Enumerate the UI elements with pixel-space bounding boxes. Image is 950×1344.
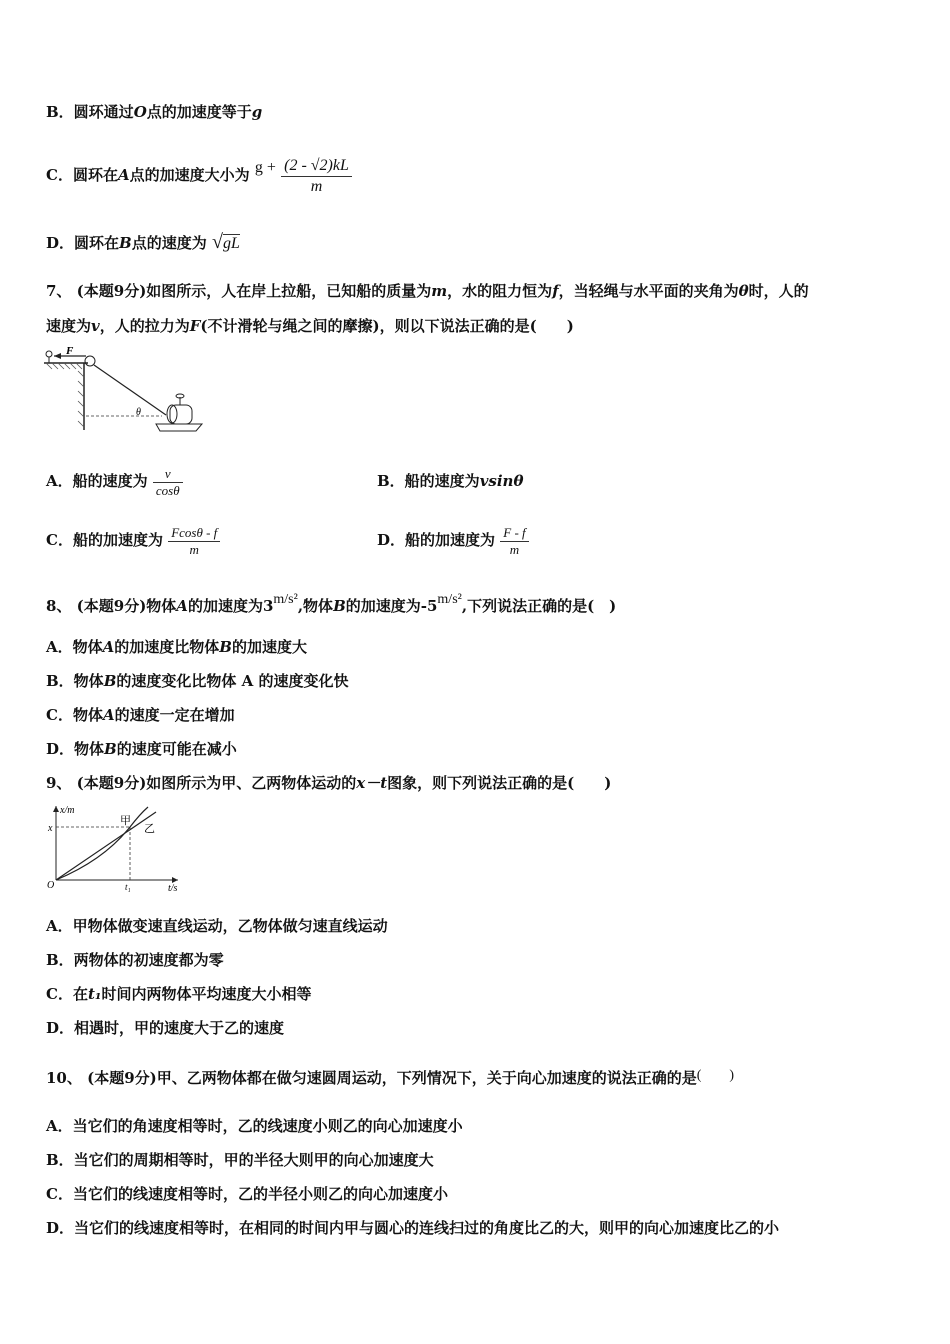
- y-axis-label: x/m: [60, 805, 75, 816]
- curve-yi-label: 乙: [144, 823, 155, 835]
- q7-option-d[interactable]: D．船的加速度为 $\frac{F - f}{m}$: [377, 520, 529, 560]
- t1-mark-label: t₁: [125, 882, 131, 892]
- person-icon: [46, 351, 52, 357]
- q7-option-c[interactable]: C．船的加速度为 $\frac{Fcos\theta - f}{m}$: [46, 520, 220, 560]
- xt-graph: [44, 802, 184, 894]
- curve-jia-label: 甲: [120, 815, 131, 827]
- angle-label: θ: [136, 407, 141, 418]
- q8-option-a[interactable]: A．物体A的加速度比物体B的加速度大: [46, 638, 307, 656]
- unit-a: m/s²: [273, 592, 298, 607]
- boat-cabin: [170, 405, 192, 424]
- curve-jia: [56, 807, 148, 880]
- q8-option-c[interactable]: C．物体A的速度一定在增加: [46, 706, 235, 724]
- q10-stem: 10、 (本题9分)甲、乙两物体都在做匀速圆周运动，下列情况下，关于向心加速度的说法正确的是( ): [46, 1068, 735, 1087]
- q7-stem-line1: 7、 (本题9分)如图所示，人在岸上拉船，已知船的质量为m，水的阻力恒为f，当轻绳与水平面的夹角为θ时，人的: [46, 282, 809, 300]
- unit-b: m/s²: [437, 592, 462, 607]
- x-axis-label: t/s: [168, 883, 178, 894]
- force-label: F: [66, 345, 74, 357]
- origin-label: O: [47, 880, 55, 891]
- q7-option-a[interactable]: A．船的速度为 $\frac{v}{\cos\theta}$: [46, 461, 183, 501]
- sqrt-sign: √: [211, 231, 223, 253]
- sqrt-expression: gL: [222, 235, 240, 252]
- q8-option-b[interactable]: B．物体B的速度变化比物体 A 的速度变化快: [46, 672, 349, 690]
- q9-option-d[interactable]: D．相遇时，甲的速度大于乙的速度: [46, 1019, 285, 1037]
- formula-g: g +: [254, 159, 276, 176]
- q7-stem-line2: 速度为v，人的拉力为F(不计滑轮与绳之间的摩擦)，则以下说法正确的是( ): [46, 317, 574, 335]
- q10-option-b[interactable]: B．当它们的周期相等时，甲的半径大则甲的向心加速度大: [46, 1151, 434, 1169]
- q10-option-c[interactable]: C．当它们的线速度相等时，乙的半径小则乙的向心加速度小: [46, 1185, 448, 1203]
- q6-option-d[interactable]: D．圆环在B点的速度为 √gL: [46, 231, 240, 253]
- q10-option-d[interactable]: D．当它们的线速度相等时，在相同的时间内甲与圆心的连线扫过的角度比乙的大，则甲的向心加速度比乙的小: [46, 1219, 780, 1237]
- q8-option-d[interactable]: D．物体B的速度可能在减小: [46, 740, 237, 758]
- curve-yi: [56, 812, 156, 880]
- boat-hull: [156, 424, 202, 431]
- boat-pulling-figure: [44, 345, 204, 433]
- q9-option-c[interactable]: C．在t₁时间内两物体平均速度大小相等: [46, 985, 312, 1003]
- q8-stem: 8、 (本题9分)物体A的加速度为3m/s²,物体B的加速度为-5m/s²,下列说法正确的是( ): [46, 592, 617, 615]
- q6-option-b[interactable]: B．圆环通过O点的加速度等于g: [46, 103, 263, 121]
- q10-option-a[interactable]: A．当它们的角速度相等时，乙的线速度小则乙的向心加速度小: [46, 1117, 463, 1135]
- q7-option-b[interactable]: B．船的速度为vsinθ: [377, 472, 524, 490]
- q9-option-b[interactable]: B．两物体的初速度都为零: [46, 951, 224, 969]
- x-mark-label: x: [48, 823, 53, 834]
- q9-stem: 9、 (本题9分)如图所示为甲、乙两物体运动的x－t图象，则下列说法正确的是( ): [46, 774, 612, 792]
- q6-option-c[interactable]: C．圆环在A点的加速度大小为 g + $\frac{(2 - √2)kL}{m}$: [46, 150, 352, 197]
- formula-fraction: $\frac{(2 - √2)kL}{m}$: [281, 156, 352, 197]
- pulley-icon: [85, 356, 95, 366]
- q9-option-a[interactable]: A．甲物体做变速直线运动，乙物体做匀速直线运动: [46, 917, 388, 935]
